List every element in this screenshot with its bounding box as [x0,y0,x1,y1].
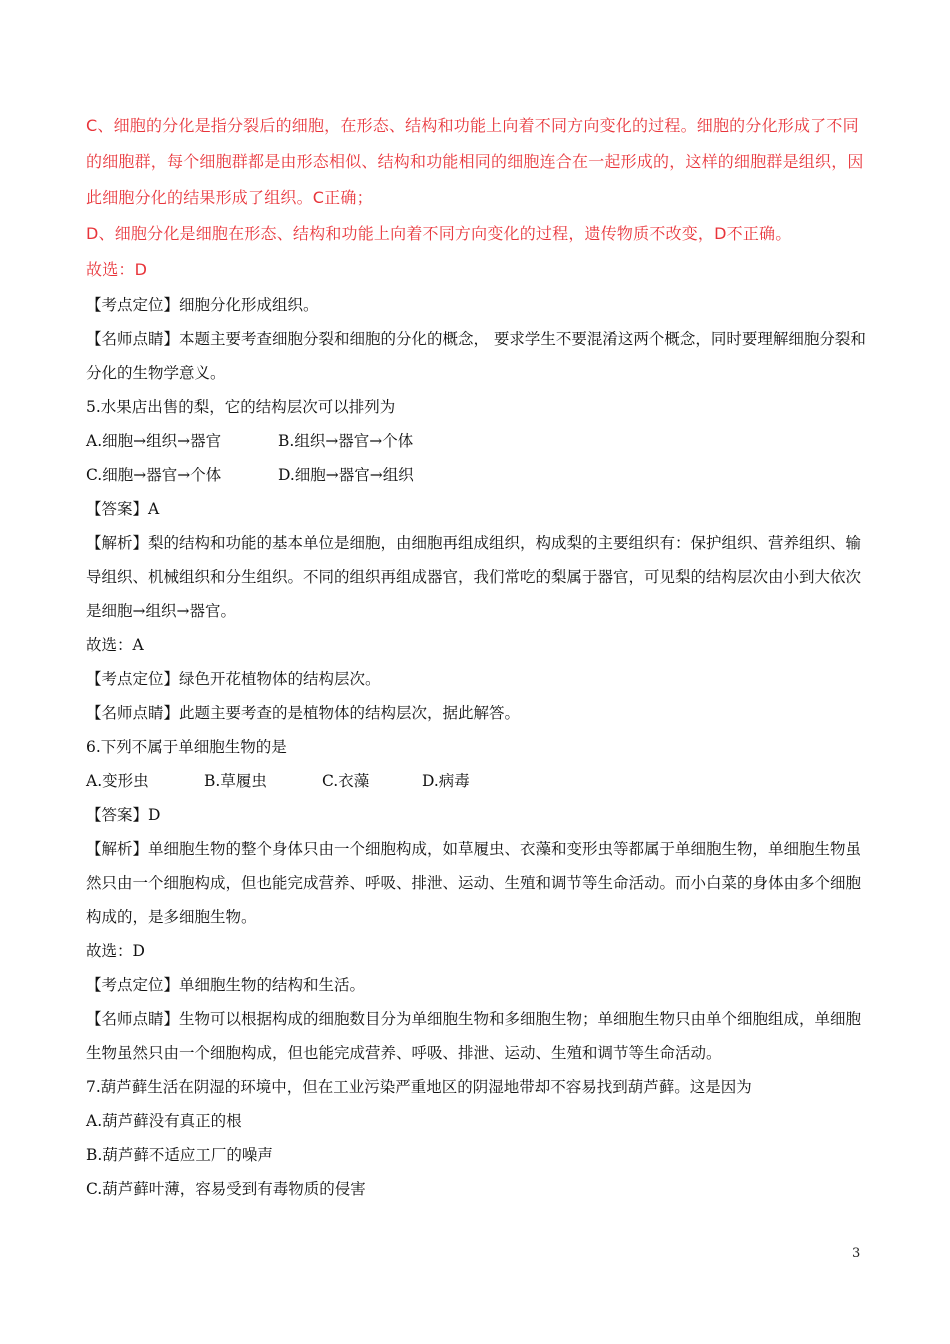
page-content [86,108,868,1206]
analysis-option-d: D、细胞分化是细胞在形态、结构和功能上向着不同方向变化的过程，遗传物质不改变，D不正确。 [86,224,792,243]
q7-stem: 7.葫芦藓生活在阴湿的环境中，但在工业污染严重地区的阴湿地带却不容易找到葫芦藓。这是因为 [86,1078,752,1096]
q5-options-row-1 [86,424,868,458]
q5-options-row-2 [86,458,868,492]
q5-option-b: B.组织→器官→个体 [278,432,414,450]
q7-option-c: C.葫芦藓叶薄，容易受到有毒物质的侵害 [86,1180,366,1198]
q5-kaodian: 【考点定位】绿色开花植物体的结构层次。 [86,670,381,688]
q5-option-c: C.细胞→器官→个体 [86,466,222,484]
page-number: 3 [852,1246,861,1261]
q6-options-row [86,764,868,798]
q6-option-c: C.衣藻 [322,772,370,790]
q7-option-b: B.葫芦藓不适应工厂的噪声 [86,1146,273,1164]
q6-analysis: 【解析】单细胞生物的整个身体只由一个细胞构成，如草履虫、衣藻和变形虫等都属于单细胞生物，单细胞生物虽然只由一个细胞构成，但也能完成营养、呼吸、排泄、运动、生殖和调节等生命活动。而小白菜的身体由多个细胞构成的，是多细胞生物。 [86,840,862,926]
q5-choice: 故选：A [86,636,144,654]
q4-choice: 故选：D [86,260,148,279]
q6-kaodian: 【考点定位】单细胞生物的结构和生活。 [86,976,366,994]
q6-stem: 6.下列不属于单细胞生物的是 [86,738,287,756]
q5-answer: 【答案】A [86,500,160,518]
q6-option-d: D.病毒 [422,772,470,790]
q5-option-a: A.细胞→组织→器官 [86,432,222,450]
q4-kaodian: 【考点定位】细胞分化形成组织。 [86,296,319,314]
q6-mingshi: 【名师点睛】生物可以根据构成的细胞数目分为单细胞生物和多细胞生物；单细胞生物只由单个细胞组成，单细胞生物虽然只由一个细胞构成，但也能完成营养、呼吸、排泄、运动、生殖和调节等生命活动。 [86,1010,862,1062]
q5-stem: 5.水果店出售的梨，它的结构层次可以排列为 [86,398,396,416]
q6-choice: 故选：D [86,942,145,960]
analysis-option-c: C、细胞的分化是指分裂后的细胞，在形态、结构和功能上向着不同方向变化的过程。细胞的分化形成了不同的细胞群，每个细胞群都是由形态相似、结构和功能相同的细胞连合在一起形成的，这样的细胞群是组织，因此细胞分化的结果形成了组织。C正确； [86,116,864,207]
q5-mingshi: 【名师点睛】此题主要考查的是植物体的结构层次，据此解答。 [86,704,521,722]
q4-mingshi: 【名师点睛】本题主要考查细胞分裂和细胞的分化的概念， 要求学生不要混淆这两个概念，同时要理解细胞分裂和分化的生物学意义。 [86,330,866,382]
q5-analysis: 【解析】梨的结构和功能的基本单位是细胞，由细胞再组成组织，构成梨的主要组织有：保护组织、营养组织、输导组织、机械组织和分生组织。不同的组织再组成器官，我们常吃的梨属于器官，可见梨的结构层次由小到大依次是细胞→组织→器官。 [86,534,862,620]
q5-option-d: D.细胞→器官→组织 [278,466,414,484]
q6-option-b: B.草履虫 [204,772,267,790]
q6-answer: 【答案】D [86,806,161,824]
q7-option-a: A.葫芦藓没有真正的根 [86,1112,242,1130]
q6-option-a: A.变形虫 [86,772,149,790]
